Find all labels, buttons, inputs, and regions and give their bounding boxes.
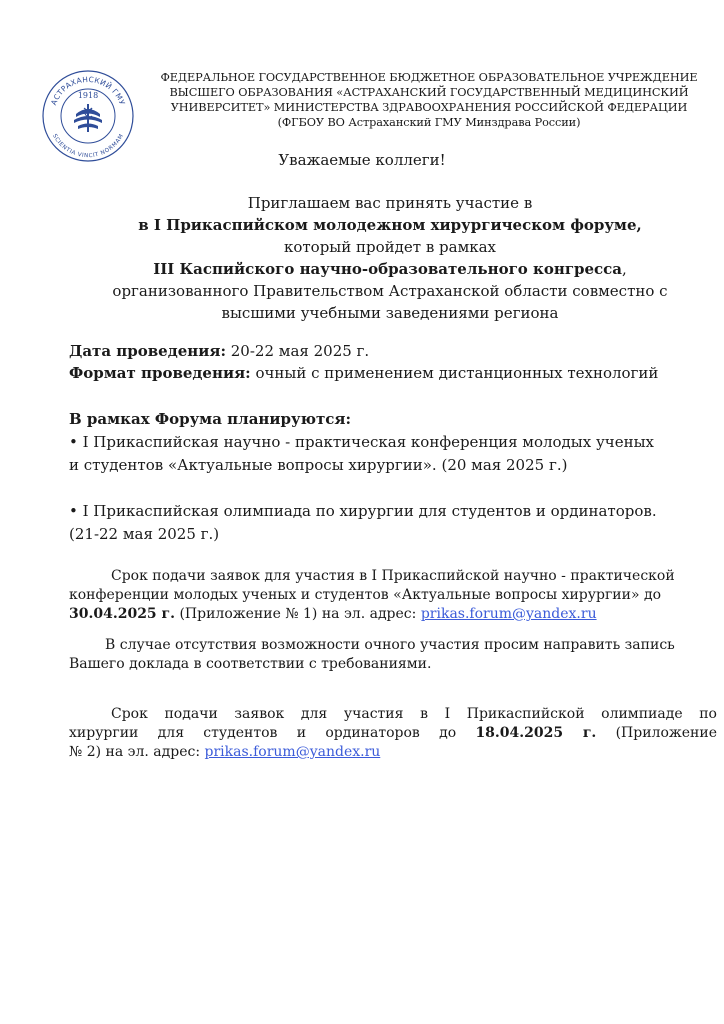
event-format [69,362,717,384]
university-seal-logo [40,68,136,164]
plan-heading: В рамках Форума планируются: [69,410,352,428]
notice-olympiad [69,705,717,762]
plan-item-1-line-1: • I Прикаспийская научно - практическая конференция молодых ученых [69,433,654,451]
seal-year: 1918 [77,91,99,100]
conference-deadline: 30.04.2025 г. [69,606,176,622]
notice-text: (Приложение № 1) на эл. адрес: [175,606,421,622]
invitation-block [60,192,720,324]
seal-emblem-icon [74,104,102,132]
congress-title: III Каспийского научно-образовательного конгресса [153,260,623,278]
olympiad-deadline: 18.04.2025 г. [475,725,597,741]
notice-line [69,605,717,624]
notice-line: Срок подачи заявок для участия в I Прикаспийской научно - практической [111,568,675,584]
event-date [69,340,717,362]
date-value: 20-22 мая 2025 г. [226,342,370,360]
plan-item-2-line-1: • I Прикаспийская олимпиада по хирургии для студентов и ординаторов. [69,502,657,520]
congress-line [60,258,720,280]
notice-text: № 2) на эл. адрес: [69,744,205,760]
date-label: Дата проведения: [69,342,226,360]
notice-remote [69,636,717,674]
email-link[interactable]: prikas.forum@yandex.ru [204,744,381,760]
header-line: ВЫСШЕГО ОБРАЗОВАНИЯ «АСТРАХАНСКИЙ ГОСУДАРСТВЕННЫЙ МЕДИЦИНСКИЙ [169,86,689,99]
format-value: очный с применением дистанционных технологий [250,364,659,382]
notice-line: конференции молодых ученых и студентов «Актуальные вопросы хирургии» до [69,587,662,603]
header-line: (ФГБОУ ВО Астраханский ГМУ Минздрава России) [277,116,581,129]
seal-arc-bottom: SCIENTIA VINCIT NORMAM [50,133,126,160]
notice-line [69,724,717,743]
congress-tail: , [622,260,627,278]
notice-line [69,743,717,762]
notice-line: Срок подачи заявок для участия в I Прикаспийской олимпиаде по [111,706,717,722]
invite-line: организованного Правительством Астраханской области совместно с [112,282,668,300]
header-line: ФЕДЕРАЛЬНОЕ ГОСУДАРСТВЕННОЕ БЮДЖЕТНОЕ ОБРАЗОВАТЕЛЬНОЕ УЧРЕЖДЕНИЕ [160,71,698,84]
notice-line: Вашего доклада в соответствии с требованиями. [69,656,432,672]
notice-line: В случае отсутствия возможности очного участия просим направить запись [105,637,675,653]
notice-text: хирургии для студентов и ординаторов до [69,725,476,741]
notice-conference [69,567,717,624]
header-line: УНИВЕРСИТЕТ» МИНИСТЕРСТВА ЗДРАВООХРАНЕНИЯ РОССИЙСКОЙ ФЕДЕРАЦИИ [170,101,688,114]
forum-title: в I Прикаспийском молодежном хирургическом форуме, [138,216,642,234]
format-label: Формат проведения: [69,364,251,382]
seal-arc-top: АСТРАХАНСКИЙ ГМУ [49,74,127,107]
invite-line: Приглашаем вас принять участие в [247,194,533,212]
invite-line: высшими учебными заведениями региона [221,304,559,322]
plan-item-2-line-2: (21-22 мая 2025 г.) [69,525,220,543]
greeting: Уважаемые коллеги! [278,151,446,169]
institution-header [140,70,718,130]
invite-line: который пройдет в рамках [283,238,497,256]
email-link[interactable]: prikas.forum@yandex.ru [420,606,597,622]
notice-text: (Приложение [596,725,717,741]
plan-item-1-line-2: и студентов «Актуальные вопросы хирургии». (20 мая 2025 г.) [69,456,568,474]
